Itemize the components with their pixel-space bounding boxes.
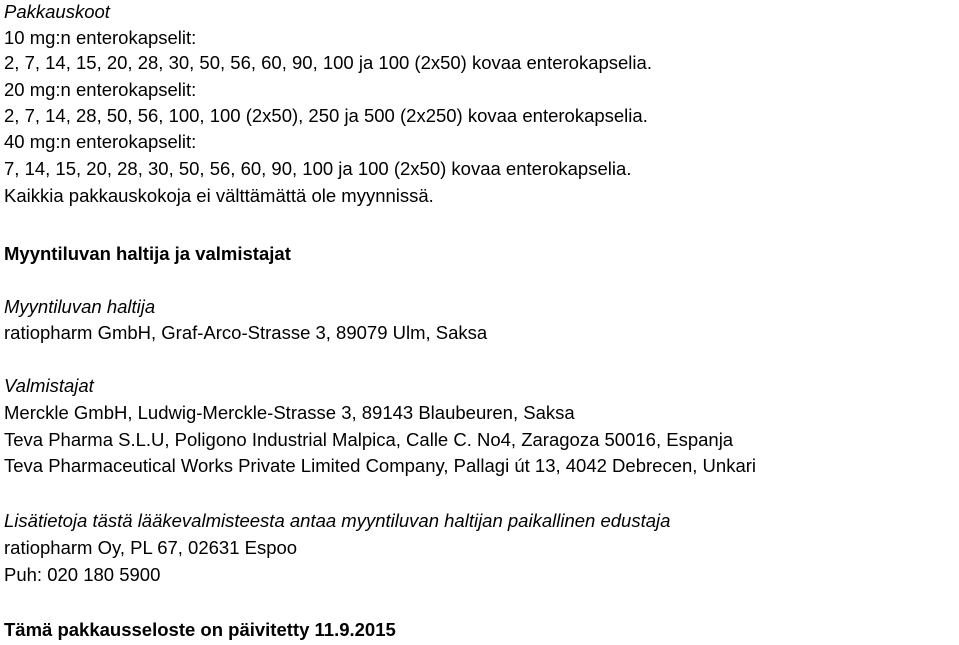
mg20-label: 20 mg:n enterokapselit:	[4, 79, 197, 100]
manufacturer-item: Teva Pharma S.L.U, Poligono Industrial Malpica, Calle C. No4, Zaragoza 50016, Espanja	[4, 429, 734, 450]
holder-address: ratiopharm GmbH, Graf-Arco-Strasse 3, 89079 Ulm, Saksa	[4, 322, 488, 343]
mg40-sizes: 7, 14, 15, 20, 28, 30, 50, 56, 60, 90, 100 ja 100 (2x50) kovaa enterokapselia.	[4, 158, 632, 179]
availability-note: Kaikkia pakkauskokoja ei välttämättä ole myynnissä.	[4, 185, 434, 206]
contact-phone: Puh: 020 180 5900	[4, 564, 161, 585]
pack-sizes-heading: Pakkauskoot	[4, 1, 110, 22]
mg20-sizes: 2, 7, 14, 28, 50, 56, 100, 100 (2x50), 250 ja 500 (2x250) kovaa enterokapselia.	[4, 105, 648, 126]
mg10-label: 10 mg:n enterokapselit:	[4, 27, 197, 48]
manufacturer-item: Merckle GmbH, Ludwig-Merckle-Strasse 3, 89143 Blaubeuren, Saksa	[4, 402, 575, 423]
contact-heading: Lisätietoja tästä lääkevalmisteesta antaa myyntiluvan haltijan paikallinen edustaja	[4, 510, 671, 531]
holder-section-heading: Myyntiluvan haltija ja valmistajat	[4, 243, 291, 264]
mg40-label: 40 mg:n enterokapselit:	[4, 131, 197, 152]
manufacturer-item: Teva Pharmaceutical Works Private Limited Company, Pallagi út 13, 4042 Debrecen, Unkari	[4, 455, 757, 476]
mg10-sizes: 2, 7, 14, 15, 20, 28, 30, 50, 56, 60, 90, 100 ja 100 (2x50) kovaa enterokapselia.	[4, 52, 652, 73]
revision-date: Tämä pakkausseloste on päivitetty 11.9.2015	[4, 619, 396, 640]
holder-label: Myyntiluvan haltija	[4, 296, 156, 317]
manufacturers-label: Valmistajat	[4, 375, 94, 396]
contact-address: ratiopharm Oy, PL 67, 02631 Espoo	[4, 537, 298, 558]
